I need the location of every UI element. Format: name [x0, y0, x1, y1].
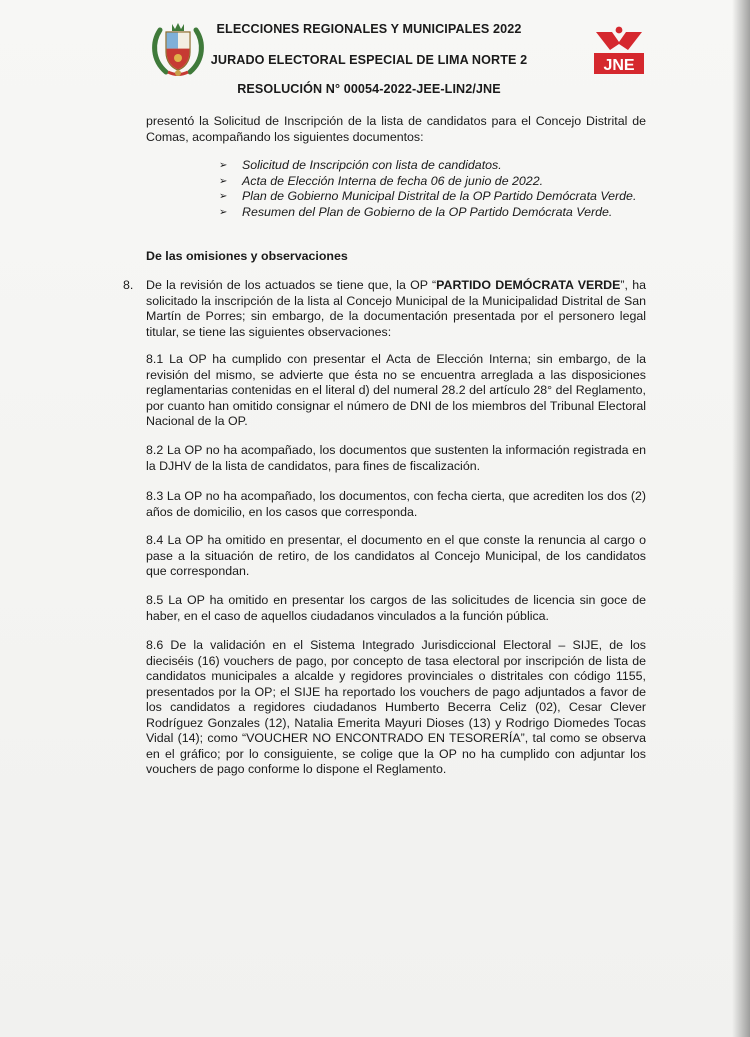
- jne-logo: [592, 26, 646, 76]
- jne-logo-text: JNE: [603, 57, 635, 74]
- list-item: ➢ Plan de Gobierno Municipal Distrital de la OP Partido Demócrata Verde.: [219, 189, 637, 203]
- observation-8-1: 8.1 La OP ha cumplido con presentar el Acta de Elección Interna; sin embargo, de la revisión del mismo, se advierte que ésta no se encuentra arreglada a las disposiciones reglamentarias contenidas en el literal d) del numeral 28.2 del artículo 28° del Reglamento, por cuanto han omitido consignar el número de DNI de los miembros del Tribunal Electoral Nacional de la OP.: [146, 352, 646, 428]
- documents-list: [219, 158, 639, 220]
- intro-paragraph: presentó la Solicitud de Inscripción de la lista de candidatos para el Concejo Distrital de Comas, acompañando los siguientes documentos:: [146, 114, 646, 144]
- observation-8-5: 8.5 La OP ha omitido en presentar los cargos de las solicitudes de licencia sin goce de haber, en el caso de aquellos ciudadanos vinculados a la función pública.: [146, 593, 646, 623]
- header-jury-title: JURADO ELECTORAL ESPECIAL DE LIMA NORTE 2: [210, 53, 528, 67]
- list-item: ➢ Solicitud de Inscripción con lista de candidatos.: [219, 158, 502, 172]
- arrow-bullet-icon: ➢: [219, 206, 228, 218]
- observation-8-4: 8.4 La OP ha omitido en presentar, el documento en el que conste la renuncia al cargo o pase a la situación de retiro, de los candidatos al Concejo Municipal, de los candidatos que correspondan.: [146, 533, 646, 578]
- observation-8-6: 8.6 De la validación en el Sistema Integrado Jurisdiccional Electoral – SIJE, de los dieciséis (16) vouchers de pago, por concepto de tasa electoral por inscripción de lista de candidatos municipales a alcalde y regidores provinciales o distritales con código 1155, presentados por la OP; el SIJE ha reportado los vouchers de pago adjuntados a favor de los candidatos a regidores ciudadanos Humberto Becerra Celiz (02), Cesar Clever Rodríguez Gonzales (12), Natalia Emerita Mayuri Dioses (13) y Rodrigo Diomedes Tocas Vidal (14); como “VOUCHER NO ENCONTRADO EN TESORERÍA”, tal como se observa en el gráfico; por lo consiguiente, se colige que la OP no ha cumplido con adjuntar los vouchers de pago conforme lo dispone el Reglamento.: [146, 638, 646, 776]
- arrow-bullet-icon: ➢: [219, 191, 228, 202]
- observation-8-3: 8.3 La OP no ha acompañado, los documentos, con fecha cierta, que acrediten los dos (2) años de domicilio, en los casos que corresponda.: [146, 489, 646, 519]
- list-item: ➢ Acta de Elección Interna de fecha 06 de junio de 2022.: [219, 173, 544, 188]
- list-item: ➢ Resumen del Plan de Gobierno de la OP Partido Demócrata Verde.: [219, 204, 613, 219]
- party-name: PARTIDO DEMÓCRATA VERDE: [436, 278, 621, 292]
- paragraph-8: De la revisión de los actuados se tiene que, la OP “PARTIDO DEMÓCRATA VERDE”, ha solicitado la inscripción de la lista al Concejo Municipal de la Municipalidad Distrital de San Martín de Porres; sin embargo, de la documentación presentada por el personero legal titular, se tiene las siguientes observaciones:: [146, 278, 646, 339]
- observation-8-2: 8.2 La OP no ha acompañado, los documentos que sustenten la información registrada en la DJHV de la lista de candidatos, para fines de fiscalización.: [146, 443, 646, 473]
- arrow-bullet-icon: ➢: [219, 175, 228, 187]
- arrow-bullet-icon: ➢: [219, 160, 228, 171]
- header-resolution-number: RESOLUCIÓN N° 00054-2022-JEE-LIN2/JNE: [237, 82, 501, 96]
- paragraph-number: 8.: [123, 278, 134, 292]
- header-election-title: ELECCIONES REGIONALES Y MUNICIPALES 2022: [216, 22, 522, 36]
- section-heading: De las omisiones y observaciones: [146, 249, 348, 263]
